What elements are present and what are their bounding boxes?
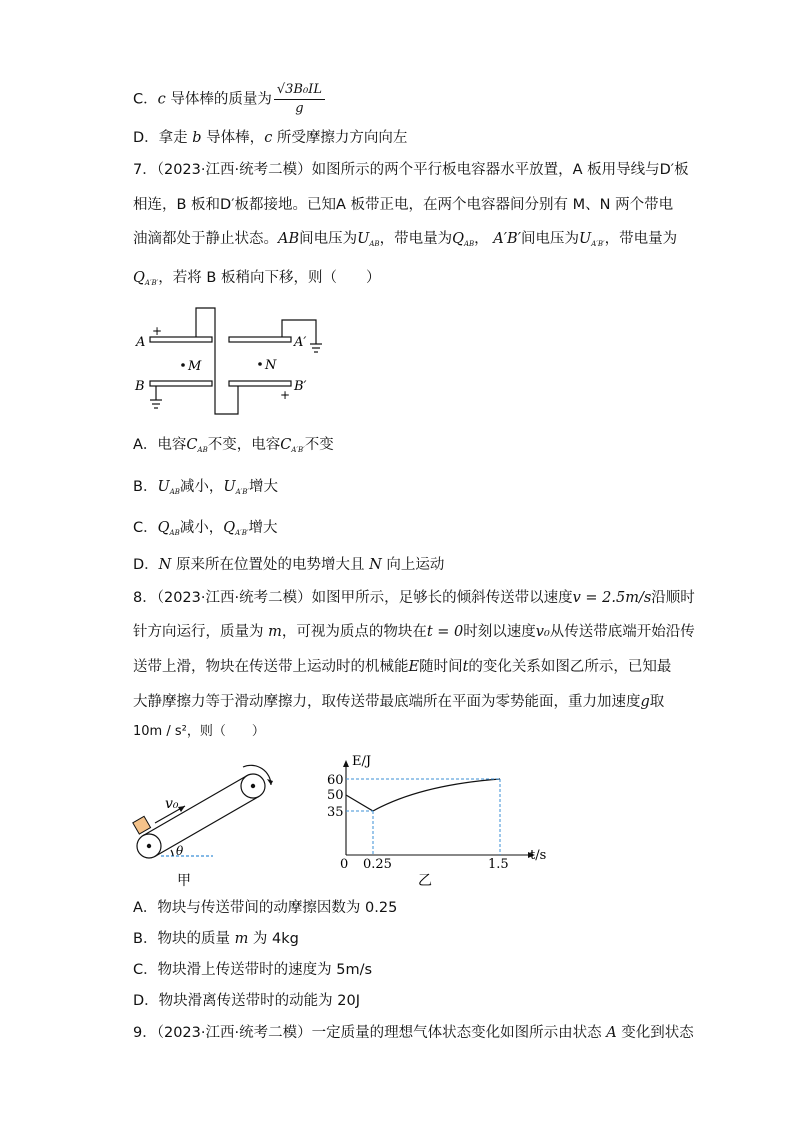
tick-x-0: 0 [340, 857, 349, 872]
q8-option-a: A．物块与传送带间的动摩擦因数为 0.25 [133, 900, 398, 916]
q7-option-b: B．$U_{AB}$减小，$U_{A'B'}$增大 [133, 479, 279, 496]
y-axis-label: E/J [352, 754, 372, 769]
belt-upper [143, 776, 247, 836]
tick-y-50: 50 [327, 788, 344, 803]
q8-option-c: C．物块滑上传送带时的速度为 5m/s [133, 962, 373, 978]
q8-stem-line4: 大静摩擦力等于滑动摩擦力，取传送带最底端所在平面为零势能面，重力加速度g取 [133, 694, 665, 710]
q7-option-a: A．电容$C_{AB}$不变，电容$C_{A'B'}$不变 [133, 437, 334, 454]
plate-a-prime [229, 337, 291, 342]
wire-a-to-b-prime [196, 308, 238, 414]
q8-stem-line3: 送带上滑，物块在传送带上运动时的机械能E随时间t的变化关系如图乙所示，已知最 [133, 659, 672, 675]
tick-y-35: 35 [327, 805, 344, 820]
q8-stem-line2: 针方向运行，质量为 m，可视为质点的物块在t = 0时刻以速度v₀从传送带底端开始沿传 [133, 624, 695, 640]
q8-stem-line1: 8．（2023·江西·统考二模）如图甲所示，足够长的倾斜传送带以速度v = 2.5m/s沿顺时 [133, 590, 695, 606]
caption-yi: 乙 [418, 873, 432, 889]
drop-m [181, 363, 185, 367]
q8-conveyor-figure [125, 755, 275, 890]
q7-stem-line3: 油滴都处于静止状态。AB间电压为$U_{AB}$，带电量为$Q_{AB}$， A′B′间电压为$U_{A'B'}$，带电量为 [133, 231, 678, 248]
label-m: M [188, 359, 202, 374]
tick-x-1p5: 1.5 [488, 857, 509, 872]
caption-jia: 甲 [177, 873, 191, 889]
tick-y-60: 60 [327, 773, 344, 788]
label-a: A [136, 335, 146, 350]
label-b-prime: B′ [294, 379, 307, 394]
q6-option-d: D．拿走 b 导体棒，c 所受摩擦力方向向左 [133, 130, 408, 146]
label-b: B [135, 379, 145, 394]
plate-b-prime [229, 381, 291, 386]
q7-option-d: D．N 原来所在位置处的电势增大且 N 向上运动 [133, 557, 445, 573]
q6-mass-fraction: $\frac{\text{√3B₀IL}}{g}$ [274, 81, 325, 118]
q7-stem-line1: 7．（2023·江西·统考二模）如图所示的两个平行板电容器水平放置，A 板用导线与D′板 [133, 162, 689, 178]
q6-option-c: C．c 导体棒的质量为 $\frac{\text{√3B₀IL}}{g}$ [133, 81, 327, 118]
q7-stem-line2: 相连，B 板和D′板都接地。已知A 板带正电，在两个电容器间分别有 M、N 两个带电 [133, 197, 674, 213]
label-v0: v₀ [165, 796, 179, 812]
theta-arc [171, 850, 173, 856]
energy-curve [346, 779, 500, 811]
q8-option-b: B．物块的质量 m 为 4kg [133, 931, 299, 947]
x-axis-label: t/s [530, 848, 547, 863]
q9-stem-line1: 9．（2023·江西·统考二模）一定质量的理想气体状态变化如图所示由状态 A 变化到状态 [133, 1025, 694, 1041]
tick-x-0p25: 0.25 [363, 857, 392, 872]
plus-sign-a: + [152, 324, 163, 338]
block [133, 816, 151, 834]
label-n: N [265, 358, 277, 373]
q7-stem-line4: $Q_{A'B'}$，若将 B 板稍向下移，则（ ） [133, 270, 381, 287]
plus-sign-b-prime: + [280, 388, 291, 402]
q8-option-d: D．物块滑离传送带时的动能为 20J [133, 993, 361, 1009]
label-a-prime: A′ [294, 335, 307, 350]
q7-capacitor-figure [130, 300, 330, 420]
drop-n [258, 362, 262, 366]
q8-stem-line5: 10m / s²，则（ ） [133, 724, 265, 739]
label-theta: θ [176, 844, 184, 858]
q7-option-c: C．$Q_{AB}$减小，$Q_{A'B'}$增大 [133, 520, 278, 537]
plate-b [150, 381, 212, 386]
q8-energy-graph [327, 754, 560, 890]
